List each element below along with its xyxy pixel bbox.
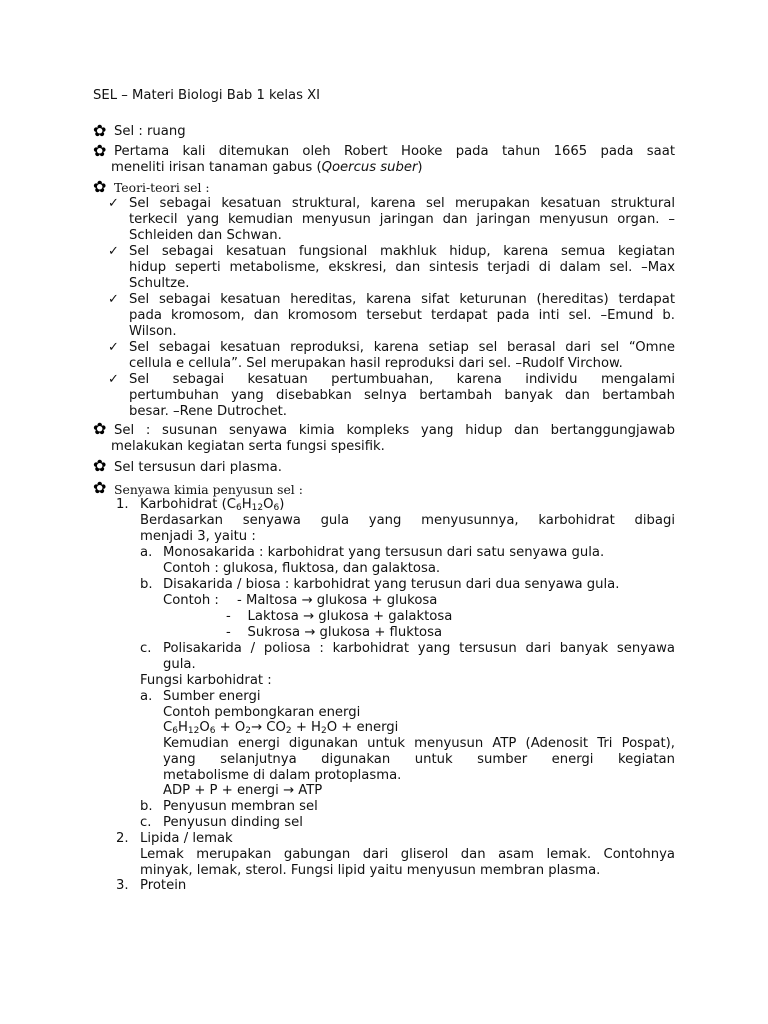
- sub-item-text: Monosakarida : karbohidrat yang tersusun dari satu senyawa gula.: [163, 545, 605, 560]
- paragraph-line: minyak, lemak, sterol. Fungsi lipid yaitu menyusun membran plasma.: [140, 863, 601, 878]
- paragraph-line: Lemak merupakan gabungan dari gliserol dan asam lemak. Contohnya: [140, 847, 675, 862]
- bullet-text-cont: melakukan kegiatan serta fungsi spesifik.: [111, 439, 385, 454]
- list-number: 2.: [116, 831, 129, 846]
- checkmark-icon: ✓: [108, 196, 119, 211]
- theory-line: Schultze.: [129, 276, 190, 291]
- flower-icon: ✿: [93, 141, 107, 160]
- sub-item-text: Contoh pembongkaran energi: [163, 705, 361, 720]
- list-item-title: Protein: [140, 878, 187, 893]
- example-line: - Sukrosa → glukosa + fluktosa: [226, 625, 443, 640]
- sub-label: c.: [140, 815, 152, 830]
- sub-item-text: Polisakarida / poliosa : karbohidrat yang tersusun dari banyak senyawa: [163, 641, 675, 656]
- arrow-right-icon: →: [282, 783, 295, 798]
- checkmark-icon: ✓: [108, 372, 119, 387]
- flower-icon: ✿: [93, 419, 107, 438]
- sub-item-text: Contoh :: [163, 593, 219, 608]
- list-number: 1.: [116, 497, 129, 512]
- sub-item-text: Contoh : glukosa, fluktosa, dan galaktosa.: [163, 561, 441, 576]
- chemical-equation: ADP + P + energi → ATP: [163, 783, 323, 798]
- sub-label: b.: [140, 577, 153, 592]
- arrow-right-icon: →: [303, 609, 315, 624]
- sub-item-text: Kemudian energi digunakan untuk menyusun ATP (Adenosit Tri Pospat),: [163, 736, 675, 751]
- bullet-text: Sel tersusun dari plasma.: [114, 460, 282, 475]
- theory-line: Sel sebagai kesatuan reproduksi, karena setiap sel berasal dari sel “Omne: [129, 340, 675, 355]
- paragraph-line: Berdasarkan senyawa gula yang menyusunnya, karbohidrat dibagi: [140, 513, 675, 528]
- document-title: SEL – Materi Biologi Bab 1 kelas XI: [93, 88, 321, 103]
- theory-line: terkecil yang kemudian menyusun jaringan dan jaringan menyusun organ. –: [129, 212, 675, 227]
- list-item-title: Karbohidrat $(C_6H_{12}O_6)$: [140, 497, 285, 513]
- theory-line: cellula e cellula”. Sel merupakan hasil reproduksi dari sel. –Rudolf Virchow.: [129, 356, 623, 371]
- theory-line: Schleiden dan Schwan.: [129, 228, 282, 243]
- sub-item-text: Penyusun dinding sel: [163, 815, 303, 830]
- checkmark-icon: ✓: [108, 340, 119, 355]
- theory-line: Wilson.: [129, 324, 177, 339]
- list-number: 3.: [116, 878, 129, 893]
- paragraph-line: Fungsi karbohidrat :: [140, 673, 272, 688]
- sub-item-text: Sumber energi: [163, 689, 261, 704]
- bullet-text-cont: meneliti irisan tanaman gabus (Qoercus suber): [111, 160, 423, 175]
- arrow-right-icon: →: [301, 593, 313, 608]
- example-line: - Maltosa → glukosa + glukosa: [237, 593, 438, 608]
- flower-icon: ✿: [93, 478, 107, 497]
- sub-label: c.: [140, 641, 152, 656]
- chemical-equation: $C_6H_{12}O_6 + O_2\to CO_2 + H_2O$ + energi: [163, 720, 399, 736]
- sub-label: a.: [140, 545, 153, 560]
- checkmark-icon: ✓: [108, 292, 119, 307]
- bullet-text: Sel : susunan senyawa kimia kompleks yang hidup dan bertanggungjawab: [114, 423, 675, 438]
- sub-label: a.: [140, 689, 153, 704]
- theory-line: besar. –Rene Dutrochet.: [129, 404, 287, 419]
- paragraph-line: menjadi 3, yaitu :: [140, 529, 256, 544]
- sub-label: b.: [140, 799, 153, 814]
- bullet-text: Sel : ruang: [114, 124, 186, 139]
- checkmark-icon: ✓: [108, 244, 119, 259]
- theory-line: Sel sebagai kesatuan pertumbuahan, karena individu mengalami: [129, 372, 675, 387]
- theory-line: hidup seperti metabolisme, ekskresi, dan sintesis terjadi di dalam sel. –Max: [129, 260, 675, 275]
- section-heading: Senyawa kimia penyusun sel :: [114, 482, 303, 497]
- sub-item-text: yang selanjutnya digunakan untuk sumber energi kegiatan: [163, 752, 675, 767]
- theory-line: Sel sebagai kesatuan struktural, karena sel merupakan kesatuan struktural: [129, 196, 675, 211]
- theory-line: Sel sebagai kesatuan hereditas, karena sifat keturunan (hereditas) terdapat: [129, 292, 675, 307]
- theory-line: pertumbuhan yang disebabkan selnya bertambah banyak dan bertambah: [129, 388, 675, 403]
- flower-icon: ✿: [93, 456, 107, 475]
- sub-item-text: Disakarida / biosa : karbohidrat yang terusun dari dua senyawa gula.: [163, 577, 620, 592]
- sub-item-text: metabolisme di dalam protoplasma.: [163, 768, 402, 783]
- theory-line: pada kromosom, dan kromosom tersebut terdapat pada inti sel. –Emund b.: [129, 308, 675, 323]
- example-line: - Laktosa → glukosa + galaktosa: [226, 609, 453, 624]
- sub-item-text: gula.: [163, 657, 196, 672]
- list-item-title: Lipida / lemak: [140, 831, 233, 846]
- arrow-right-icon: →: [304, 625, 316, 640]
- flower-icon: ✿: [93, 177, 107, 196]
- sub-item-text: Penyusun membran sel: [163, 799, 318, 814]
- flower-icon: ✿: [93, 121, 107, 140]
- bullet-text: Pertama kali ditemukan oleh Robert Hooke pada tahun 1665 pada saat: [114, 144, 675, 159]
- section-heading: Teori-teori sel :: [114, 180, 210, 195]
- arrow-right-icon: →: [251, 720, 263, 735]
- theory-line: Sel sebagai kesatuan fungsional makhluk hidup, karena semua kegiatan: [129, 244, 675, 259]
